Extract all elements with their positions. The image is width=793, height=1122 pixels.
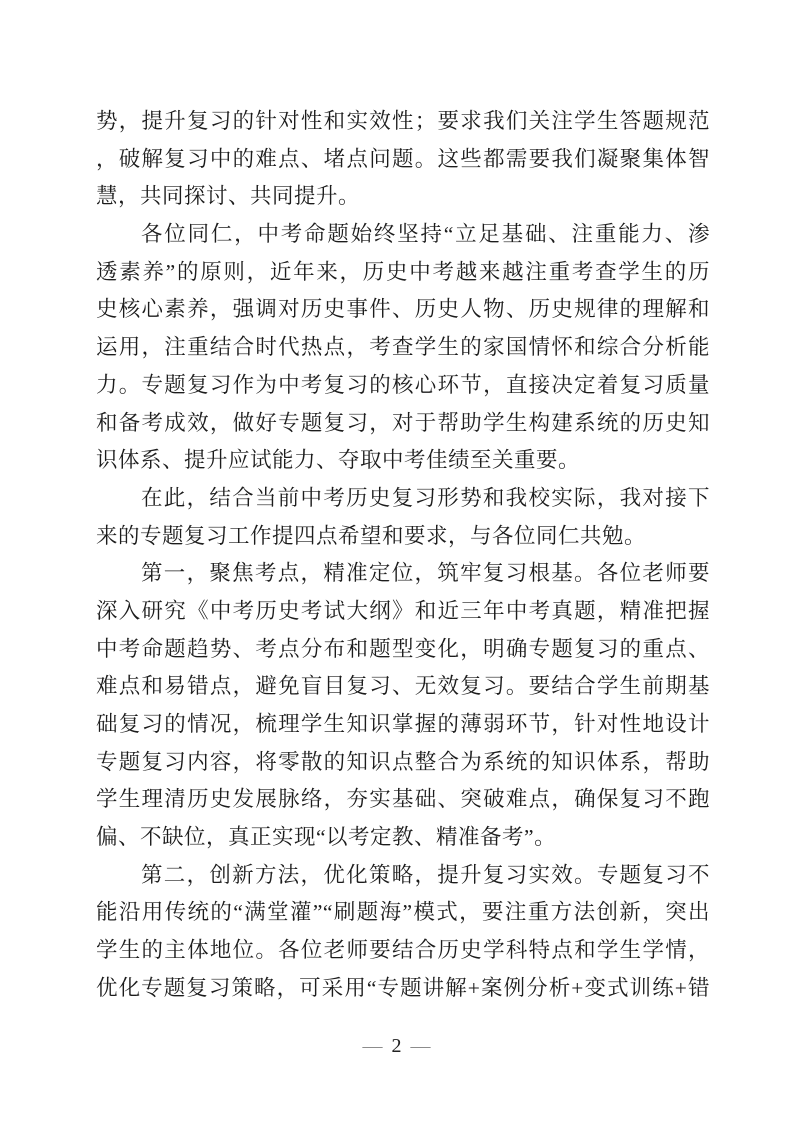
text-line: 偏、不缺位，真正实现“以考定教、精准备考”。: [96, 825, 557, 850]
page-number: 2: [391, 1035, 402, 1057]
text-line: 础复习的情况，梳理学生知识掌握的薄弱环节，针对性地设计: [96, 712, 710, 736]
text-line: 难点和易错点，避免盲目复习、无效复习。要结合学生前期基: [96, 674, 710, 699]
text-line: 各位同仁，中考命题始终坚持“立足基础、注重能力、渗: [141, 222, 710, 247]
text-line: 来的专题复习工作提四点希望和要求，与各位同仁共勉。: [96, 523, 647, 548]
text-line: 识体系、提升应试能力、夺取中考佳绩至关重要。: [96, 448, 581, 473]
text-line: 深入研究《中考历史考试大纲》和近三年中考真题，精准把握: [96, 598, 710, 623]
footer-dash-right: —: [410, 1035, 431, 1057]
text-line: 学生理清历史发展脉络，夯实基础、突破难点，确保复习不跑: [96, 787, 710, 812]
text-line: 势，提升复习的针对性和实效性；要求我们关注学生答题规范: [96, 109, 710, 133]
footer-dash-left: —: [362, 1035, 383, 1057]
text-body: [96, 103, 710, 1008]
text-line: 慧，共同探讨、共同提升。: [96, 184, 361, 209]
text-line: ，破解复习中的难点、堵点问题。这些都需要我们凝聚集体智: [96, 146, 710, 171]
text-line: 透素养”的原则，近年来，历史中考越来越注重考查学生的历: [96, 259, 710, 284]
text-line: 中考命题趋势、考点分布和题型变化，明确专题复习的重点、: [96, 636, 710, 661]
text-line: 学生的主体地位。各位老师要结合历史学科特点和学生学情，: [96, 938, 710, 963]
text-line: 史核心素养，强调对历史事件、历史人物、历史规律的理解和: [96, 297, 710, 322]
text-line: 第二，创新方法，优化策略，提升复习实效。专题复习不: [141, 862, 710, 887]
text-line: 和备考成效，做好专题复习，对于帮助学生构建系统的历史知: [96, 410, 710, 435]
text-line: 专题复习内容，将零散的知识点整合为系统的知识体系，帮助: [96, 749, 710, 774]
text-line: 力。专题复习作为中考复习的核心环节，直接决定着复习质量: [96, 372, 710, 397]
text-line: 优化专题复习策略，可采用“专题讲解+案例分析+变式训练+错: [96, 975, 710, 1000]
text-line: 能沿用传统的“满堂灌”“刷题海”模式，要注重方法创新，突出: [96, 900, 710, 925]
page-footer: [0, 1034, 793, 1058]
text-line: 在此，结合当前中考历史复习形势和我校实际，我对接下: [141, 485, 710, 510]
text-line: 第一，聚焦考点，精准定位，筑牢复习根基。各位老师要: [141, 561, 710, 586]
text-line: 运用，注重结合时代热点，考查学生的家国情怀和综合分析能: [96, 335, 710, 360]
